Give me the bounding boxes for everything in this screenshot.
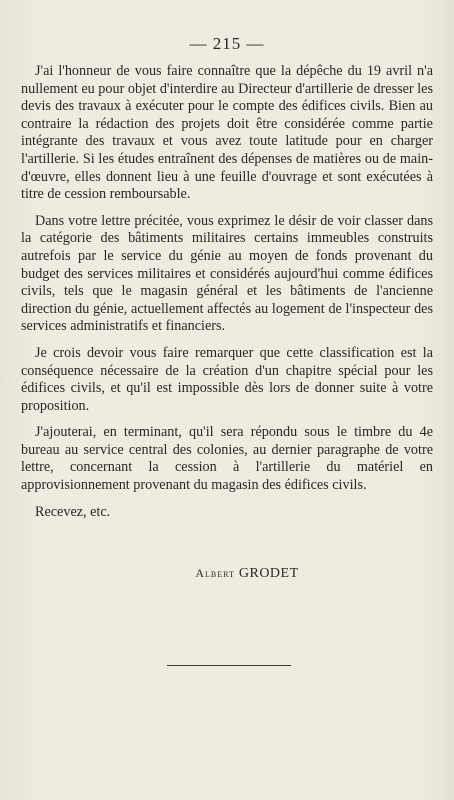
end-rule-divider (167, 665, 291, 666)
paragraph-4: J'ajouterai, en terminant, qu'il sera répondu sous le timbre du 4e bureau au service central des colonies, au dernier paragraphe de votre lettre, concernant la cession à l'artillerie du matériel en approvisionnement provenant du magasin des édifices civils. (21, 424, 433, 494)
signature (0, 566, 454, 582)
letter-body (21, 63, 433, 530)
paragraph-3: Je crois devoir vous faire remarquer que cette classification est la conséquence nécessaire de la création d'un chapitre spécial pour les édifices civils, et qu'il est impossible dès lors de donner suite à votre proposition. (21, 344, 433, 414)
signature-first-name: Albert (195, 566, 235, 580)
closing-formula: Recevez, etc. (35, 503, 111, 520)
paragraph-2: Dans votre lettre précitée, vous exprimez le désir de voir classer dans la catégorie des bâtiments militaires certains immeubles construits autrefois par le service du génie au moyen de fonds provenant du budget des services militaires et considérés aujourd'hui comme édifices civils, tels que le magasin général et les bâtiments de l'ancienne direction du génie, actuellement affectés au logement de l'inspecteur des services administratifs et financiers. (21, 212, 433, 335)
paragraph-1: J'ai l'honneur de vous faire connaître que la dépêche du 19 avril n'a nullement eu pour objet d'interdire au Directeur d'artillerie de dresser les devis des travaux à exécuter pour le compte des édifices civils. Bien au contraire la rédaction des projets doit être considérée comme partie intégrante des travaux et vous avez toute latitude pour en charger l'artillerie. Si les études entraînent des dépenses de matières ou de main-d'œuvre, elles donnent lieu à une feuille d'ouvrage et sont exécutées à titre de cession remboursable. (21, 63, 433, 203)
page-number: — 215 — (189, 34, 265, 53)
signature-last-name: GRODET (238, 566, 299, 581)
